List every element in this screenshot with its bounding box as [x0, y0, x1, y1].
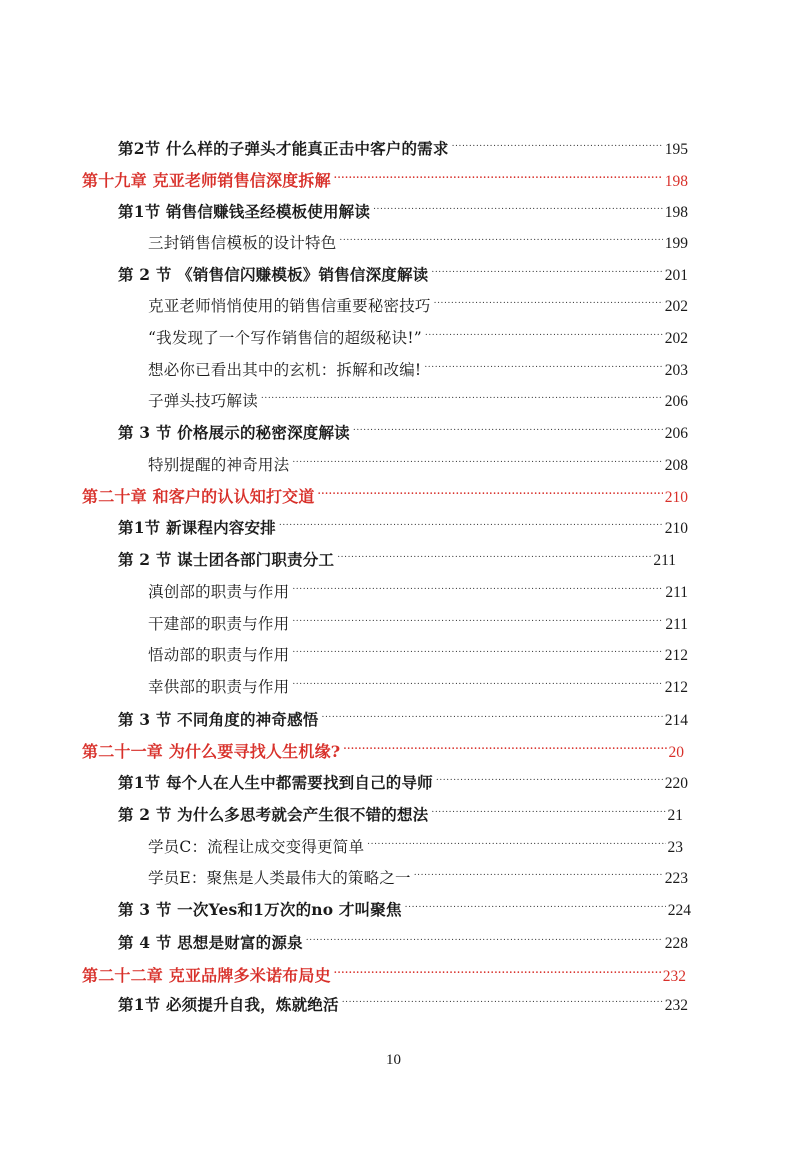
toc-entry	[118, 893, 691, 919]
toc-entry	[148, 638, 688, 664]
dot-leader	[279, 511, 663, 533]
toc-entry-title: 第1节 必须提升自我，炼就绝活	[118, 995, 339, 1014]
toc-entry	[118, 543, 676, 569]
dot-leader	[434, 289, 663, 311]
dot-leader	[292, 607, 663, 629]
toc-entry-title: 第1节 新课程内容安排	[118, 518, 276, 537]
page-number: 10	[386, 1052, 401, 1068]
dot-leader	[334, 164, 663, 186]
toc-chapter-title: 第二十二章 克亚品牌多米诺布局史	[82, 966, 331, 985]
dot-leader	[292, 448, 662, 470]
toc-entry-title: 干建部的职责与作用	[148, 615, 290, 633]
toc-entry-page: 199	[664, 235, 688, 252]
dot-leader	[334, 959, 661, 981]
toc-chapter	[82, 735, 684, 761]
toc-chapter	[82, 480, 688, 506]
toc-entry-title: 第 3 节 价格展示的秘密深度解读	[118, 423, 350, 442]
dot-leader	[343, 735, 666, 757]
toc-entry-title: 第 2 节 《销售信闪赚模板》销售信深度解读	[118, 265, 429, 284]
toc-entry-page: 211	[665, 616, 688, 633]
dot-leader	[452, 132, 663, 154]
toc-chapter-title: 第二十一章 为什么要寻找人生机缘?	[82, 742, 341, 761]
toc-chapter-title: 第二十章 和客户的认认知打交道	[82, 487, 315, 506]
toc-entry	[118, 988, 688, 1014]
toc-chapter-page: 232	[662, 968, 686, 985]
toc-entry-page: 228	[664, 935, 688, 952]
toc-chapter	[82, 959, 686, 985]
toc-entry	[148, 830, 683, 856]
toc-entry	[118, 258, 688, 284]
toc-entry	[118, 703, 688, 729]
dot-leader	[292, 670, 662, 692]
dot-leader	[292, 575, 663, 597]
toc-entry	[118, 132, 688, 158]
toc-entry-title: 第 3 节 不同角度的神奇感悟	[118, 710, 319, 729]
toc-entry-page: 211	[665, 584, 688, 601]
toc-chapter-page: 198	[664, 173, 688, 190]
toc-entry-page: 224	[667, 902, 691, 919]
toc-entry	[148, 861, 688, 887]
toc-entry-page: 212	[664, 647, 688, 664]
toc-entry-page: 23	[667, 839, 683, 856]
toc-entry-page: 202	[664, 298, 688, 315]
toc-entry-page: 201	[664, 267, 688, 284]
toc-entry-page: 206	[664, 393, 688, 410]
toc-entry	[118, 195, 688, 221]
toc-entry-page: 210	[664, 520, 688, 537]
toc-entry-page: 203	[664, 362, 688, 379]
toc-entry-title: 克亚老师悄悄使用的销售信重要秘密技巧	[148, 297, 431, 315]
dot-leader	[424, 353, 662, 375]
toc-chapter-page: 210	[664, 489, 688, 506]
toc-entry-title: 子弹头技巧解读	[148, 392, 258, 410]
dot-leader	[405, 893, 666, 915]
toc-entry-page: 212	[664, 679, 688, 696]
toc-entry-title: 学员C：流程让成交变得更简单	[148, 838, 365, 856]
toc-entry	[118, 511, 688, 537]
dot-leader	[337, 543, 651, 565]
toc-entry-title: “我发现了一个写作销售信的超级秘诀!”	[148, 329, 422, 347]
toc-entry-title: 第2节 什么样的子弹头才能真正击中客户的需求	[118, 139, 449, 158]
dot-leader	[321, 703, 662, 725]
toc-chapter-page: 20	[668, 744, 684, 761]
dot-leader	[342, 988, 663, 1010]
toc-entry-title: 悟动部的职责与作用	[148, 646, 290, 664]
dot-leader	[353, 416, 663, 438]
dot-leader	[431, 798, 665, 820]
toc-entry-page: 211	[653, 552, 676, 569]
toc-entry	[148, 321, 688, 347]
toc-entry-page: 232	[664, 997, 688, 1014]
toc-entry-title: 第 3 节 一次Yes和1万次的no 才叫聚焦	[118, 900, 402, 919]
toc-entry-page: 220	[664, 775, 688, 792]
toc-entry-title: 第1节 销售信赚钱圣经模板使用解读	[118, 202, 371, 221]
toc-chapter-title: 第十九章 克亚老师销售信深度拆解	[82, 171, 331, 190]
toc-entry-title: 第 2 节 谋士团各部门职责分工	[118, 550, 335, 569]
dot-leader	[339, 226, 662, 248]
toc-entry	[148, 670, 688, 696]
dot-leader	[367, 830, 665, 852]
toc-entry	[148, 226, 688, 252]
toc-entry	[148, 384, 688, 410]
dot-leader	[431, 258, 662, 280]
toc-entry-title: 第 4 节 思想是财富的源泉	[118, 933, 303, 952]
dot-leader	[318, 480, 663, 502]
dot-leader	[436, 766, 663, 788]
toc-entry-page: 223	[664, 870, 688, 887]
toc-entry-title: 第1节 每个人在人生中都需要找到自己的导师	[118, 773, 433, 792]
toc-entry	[118, 766, 688, 792]
toc-entry-page: 21	[667, 807, 683, 824]
toc-entry-page: 214	[664, 712, 688, 729]
toc-entry	[118, 416, 688, 442]
toc-entry-title: 第 2 节 为什么多思考就会产生很不错的想法	[118, 805, 429, 824]
toc-entry-page: 206	[664, 425, 688, 442]
toc-entry	[148, 575, 688, 601]
dot-leader	[414, 861, 663, 883]
toc-entry-title: 想必你已看出其中的玄机：拆解和改编!	[148, 361, 422, 379]
toc-entry	[148, 607, 688, 633]
toc-chapter	[82, 164, 688, 190]
dot-leader	[292, 638, 662, 660]
toc-entry-title: 幸供部的职责与作用	[148, 678, 290, 696]
toc-entry	[118, 798, 683, 824]
dot-leader	[373, 195, 663, 217]
toc-entry	[148, 448, 688, 474]
toc-entry-title: 特别提醒的神奇用法	[148, 456, 290, 474]
toc-entry-title: 学员E：聚焦是人类最伟大的策略之一	[148, 869, 411, 887]
toc-entry-page: 198	[664, 204, 688, 221]
toc-entry	[148, 353, 688, 379]
dot-leader	[425, 321, 663, 343]
toc-entry-title: 三封销售信模板的设计特色	[148, 234, 337, 252]
toc-entry-page: 208	[664, 457, 688, 474]
toc-entry	[118, 926, 688, 952]
toc-entry-page: 195	[664, 141, 688, 158]
toc-entry-title: 滇创部的职责与作用	[148, 583, 290, 601]
dot-leader	[261, 384, 663, 406]
toc-entry	[148, 289, 688, 315]
toc-entry-page: 202	[664, 330, 688, 347]
dot-leader	[306, 926, 663, 948]
